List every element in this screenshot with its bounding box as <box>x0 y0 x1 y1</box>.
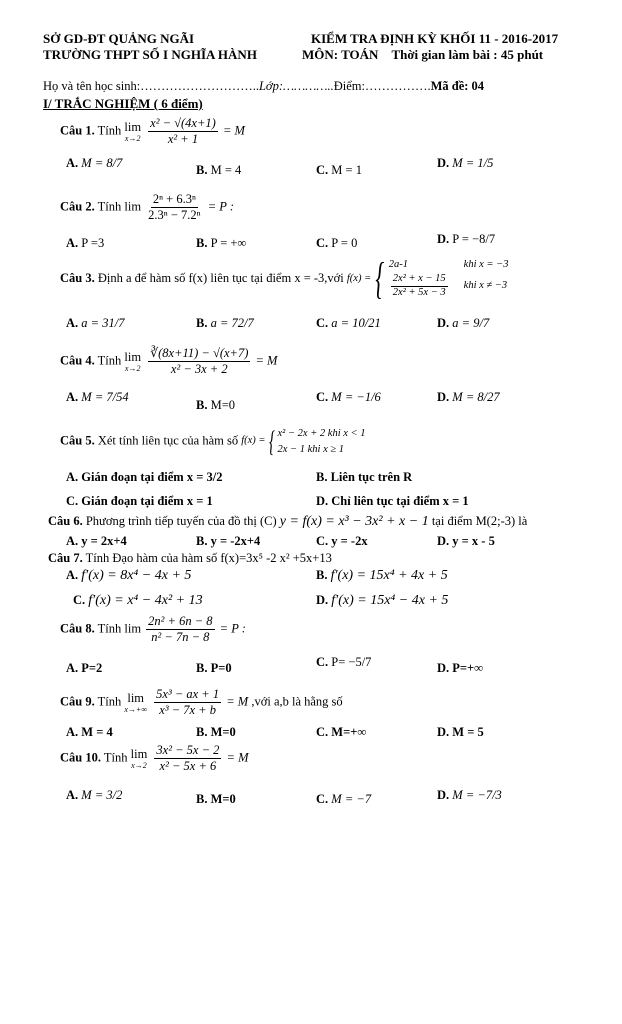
q7-option-a[interactable]: A. f′(x) = 8x⁴ − 4x + 5 <box>66 568 192 583</box>
q10-option-a[interactable]: A. M = 3/2 <box>66 788 123 802</box>
section-title: I/ TRẮC NGHIỆM ( 6 điểm) <box>43 96 203 111</box>
q2-option-b[interactable]: B. P = +∞ <box>196 236 247 250</box>
q4-option-a[interactable]: A. M = 7/54 <box>66 390 129 404</box>
question-9: Câu 9. Tính lim x→+∞ $\frac{\text{5x³ − ax + 1}}{\text{x³ − 7x + b}}$ = M ,với a,b là hằng số <box>60 687 343 717</box>
q9-option-a[interactable]: A. M = 4 <box>66 725 113 739</box>
q5-option-d[interactable]: D. Chỉ liên tục tại điểm x = 1 <box>316 494 469 508</box>
q9-option-b[interactable]: B. M=0 <box>196 725 236 739</box>
q3-option-b[interactable]: B. a = 72/7 <box>196 316 254 330</box>
q9-option-d[interactable]: D. M = 5 <box>437 725 484 739</box>
question-7: Câu 7. Tính Đạo hàm của hàm số f(x)=3x⁵ -2 x² +5x+13 <box>48 551 332 565</box>
question-8: Câu 8. Tính lim $\frac{\text{2n² + 6n − 8}}{\text{n² − 7n − 8}}$ = P : <box>60 614 246 644</box>
q1-option-c[interactable]: C. M = 1 <box>316 163 362 177</box>
q7-option-d[interactable]: D. f′(x) = 15x⁴ − 4x + 5 <box>316 593 449 608</box>
q4-option-b[interactable]: B. M=0 <box>196 398 236 412</box>
question-4: Câu 4. Tính lim x→2 $\frac{∛(8x+11) - √(x+7)}{\text{x² − 3x + 2}}$ = M <box>60 346 278 376</box>
q1-option-b[interactable]: B. M = 4 <box>196 163 242 177</box>
question-2: Câu 2. Tính lim $\frac{\text{2ⁿ + 6.3ⁿ}}{\text{2.3ⁿ − 7.2ⁿ}}$ = P : <box>60 192 234 222</box>
q2-option-d[interactable]: D. P = −8/7 <box>437 232 496 246</box>
q2-option-c[interactable]: C. P = 0 <box>316 236 358 250</box>
question-5: Câu 5. Xét tính liên tục của hàm số f(x) = { x² − 2x + 2 khi x < 1 2x − 1 khi x ≥ 1 <box>60 424 366 458</box>
q8-option-b[interactable]: B. P=0 <box>196 661 232 675</box>
q10-option-c[interactable]: C. M = −7 <box>316 792 372 806</box>
q6-option-c[interactable]: C. y = -2x <box>316 534 368 548</box>
q4-option-c[interactable]: C. M = −1/6 <box>316 390 381 404</box>
q1-option-a[interactable]: A. M = 8/7 <box>66 156 123 170</box>
school-name: TRƯỜNG THPT SỐ I NGHĨA HÀNH <box>43 47 257 62</box>
q5-option-c[interactable]: C. Gián đoạn tại điểm x = 1 <box>66 494 213 508</box>
q5-option-b[interactable]: B. Liên tục trên R <box>316 470 413 484</box>
q8-option-d[interactable]: D. P=+∞ <box>437 661 484 675</box>
q5-option-a[interactable]: A. Gián đoạn tại điểm x = 3/2 <box>66 470 223 484</box>
exam-title: KIỂM TRA ĐỊNH KỲ KHỐI 11 - 2016-2017 <box>311 31 559 46</box>
q10-option-b[interactable]: B. M=0 <box>196 792 236 806</box>
q6-option-d[interactable]: D. y = x - 5 <box>437 534 495 548</box>
q10-option-d[interactable]: D. M = −7/3 <box>437 788 502 802</box>
q3-option-c[interactable]: C. a = 10/21 <box>316 316 381 330</box>
q7-option-b[interactable]: B. f′(x) = 15x⁴ + 4x + 5 <box>316 568 448 583</box>
q8-option-a[interactable]: A. P=2 <box>66 661 103 675</box>
student-info-line: Họ và tên học sinh:………………………..Lớp:…………..Điểm:…………….Mã đề: 04 <box>43 79 485 93</box>
q1-option-d[interactable]: D. M = 1/5 <box>437 156 494 170</box>
q4-option-d[interactable]: D. M = 8/27 <box>437 390 500 404</box>
school-dept: SỞ GD-ĐT QUẢNG NGÃI <box>43 31 195 46</box>
q9-option-c[interactable]: C. M=+∞ <box>316 725 367 739</box>
q6-option-a[interactable]: A. y = 2x+4 <box>66 534 127 548</box>
q6-option-b[interactable]: B. y = -2x+4 <box>196 534 261 548</box>
exam-subject: MÔN: TOÁN Thời gian làm bài : 45 phút <box>302 47 544 62</box>
question-10: Câu 10. Tính lim x→2 $\frac{\text{3x² − 5x − 2}}{\text{x² − 5x + 6}}$ = M <box>60 743 249 773</box>
q3-option-a[interactable]: A. a = 31/7 <box>66 316 125 330</box>
q7-option-c[interactable]: C. f′(x) = x⁴ − 4x² + 13 <box>73 593 203 608</box>
q2-option-a[interactable]: A. P =3 <box>66 236 105 250</box>
question-6: Câu 6. Phương trình tiếp tuyến của đồ thị (C) y = f(x) = x³ − 3x² + x − 1 tại điểm M(2;-3) là <box>48 514 528 529</box>
question-3: Câu 3. Định a để hàm số f(x) liên tục tại điểm x = -3,với f(x) = { 2a-1 khi x = −3 $\frac{\text{2x² + x − 15}}{\text{2x² + 5x − 3}}$ khi x ≠ −3 <box>60 254 509 303</box>
q3-option-d[interactable]: D. a = 9/7 <box>437 316 490 330</box>
q8-option-c[interactable]: C. P= −5/7 <box>316 655 372 669</box>
question-1: Câu 1. Tính lim x→2 $\frac{\text{x² − √(4x+1)}}{\text{x² + 1}}$ = M <box>60 116 245 146</box>
